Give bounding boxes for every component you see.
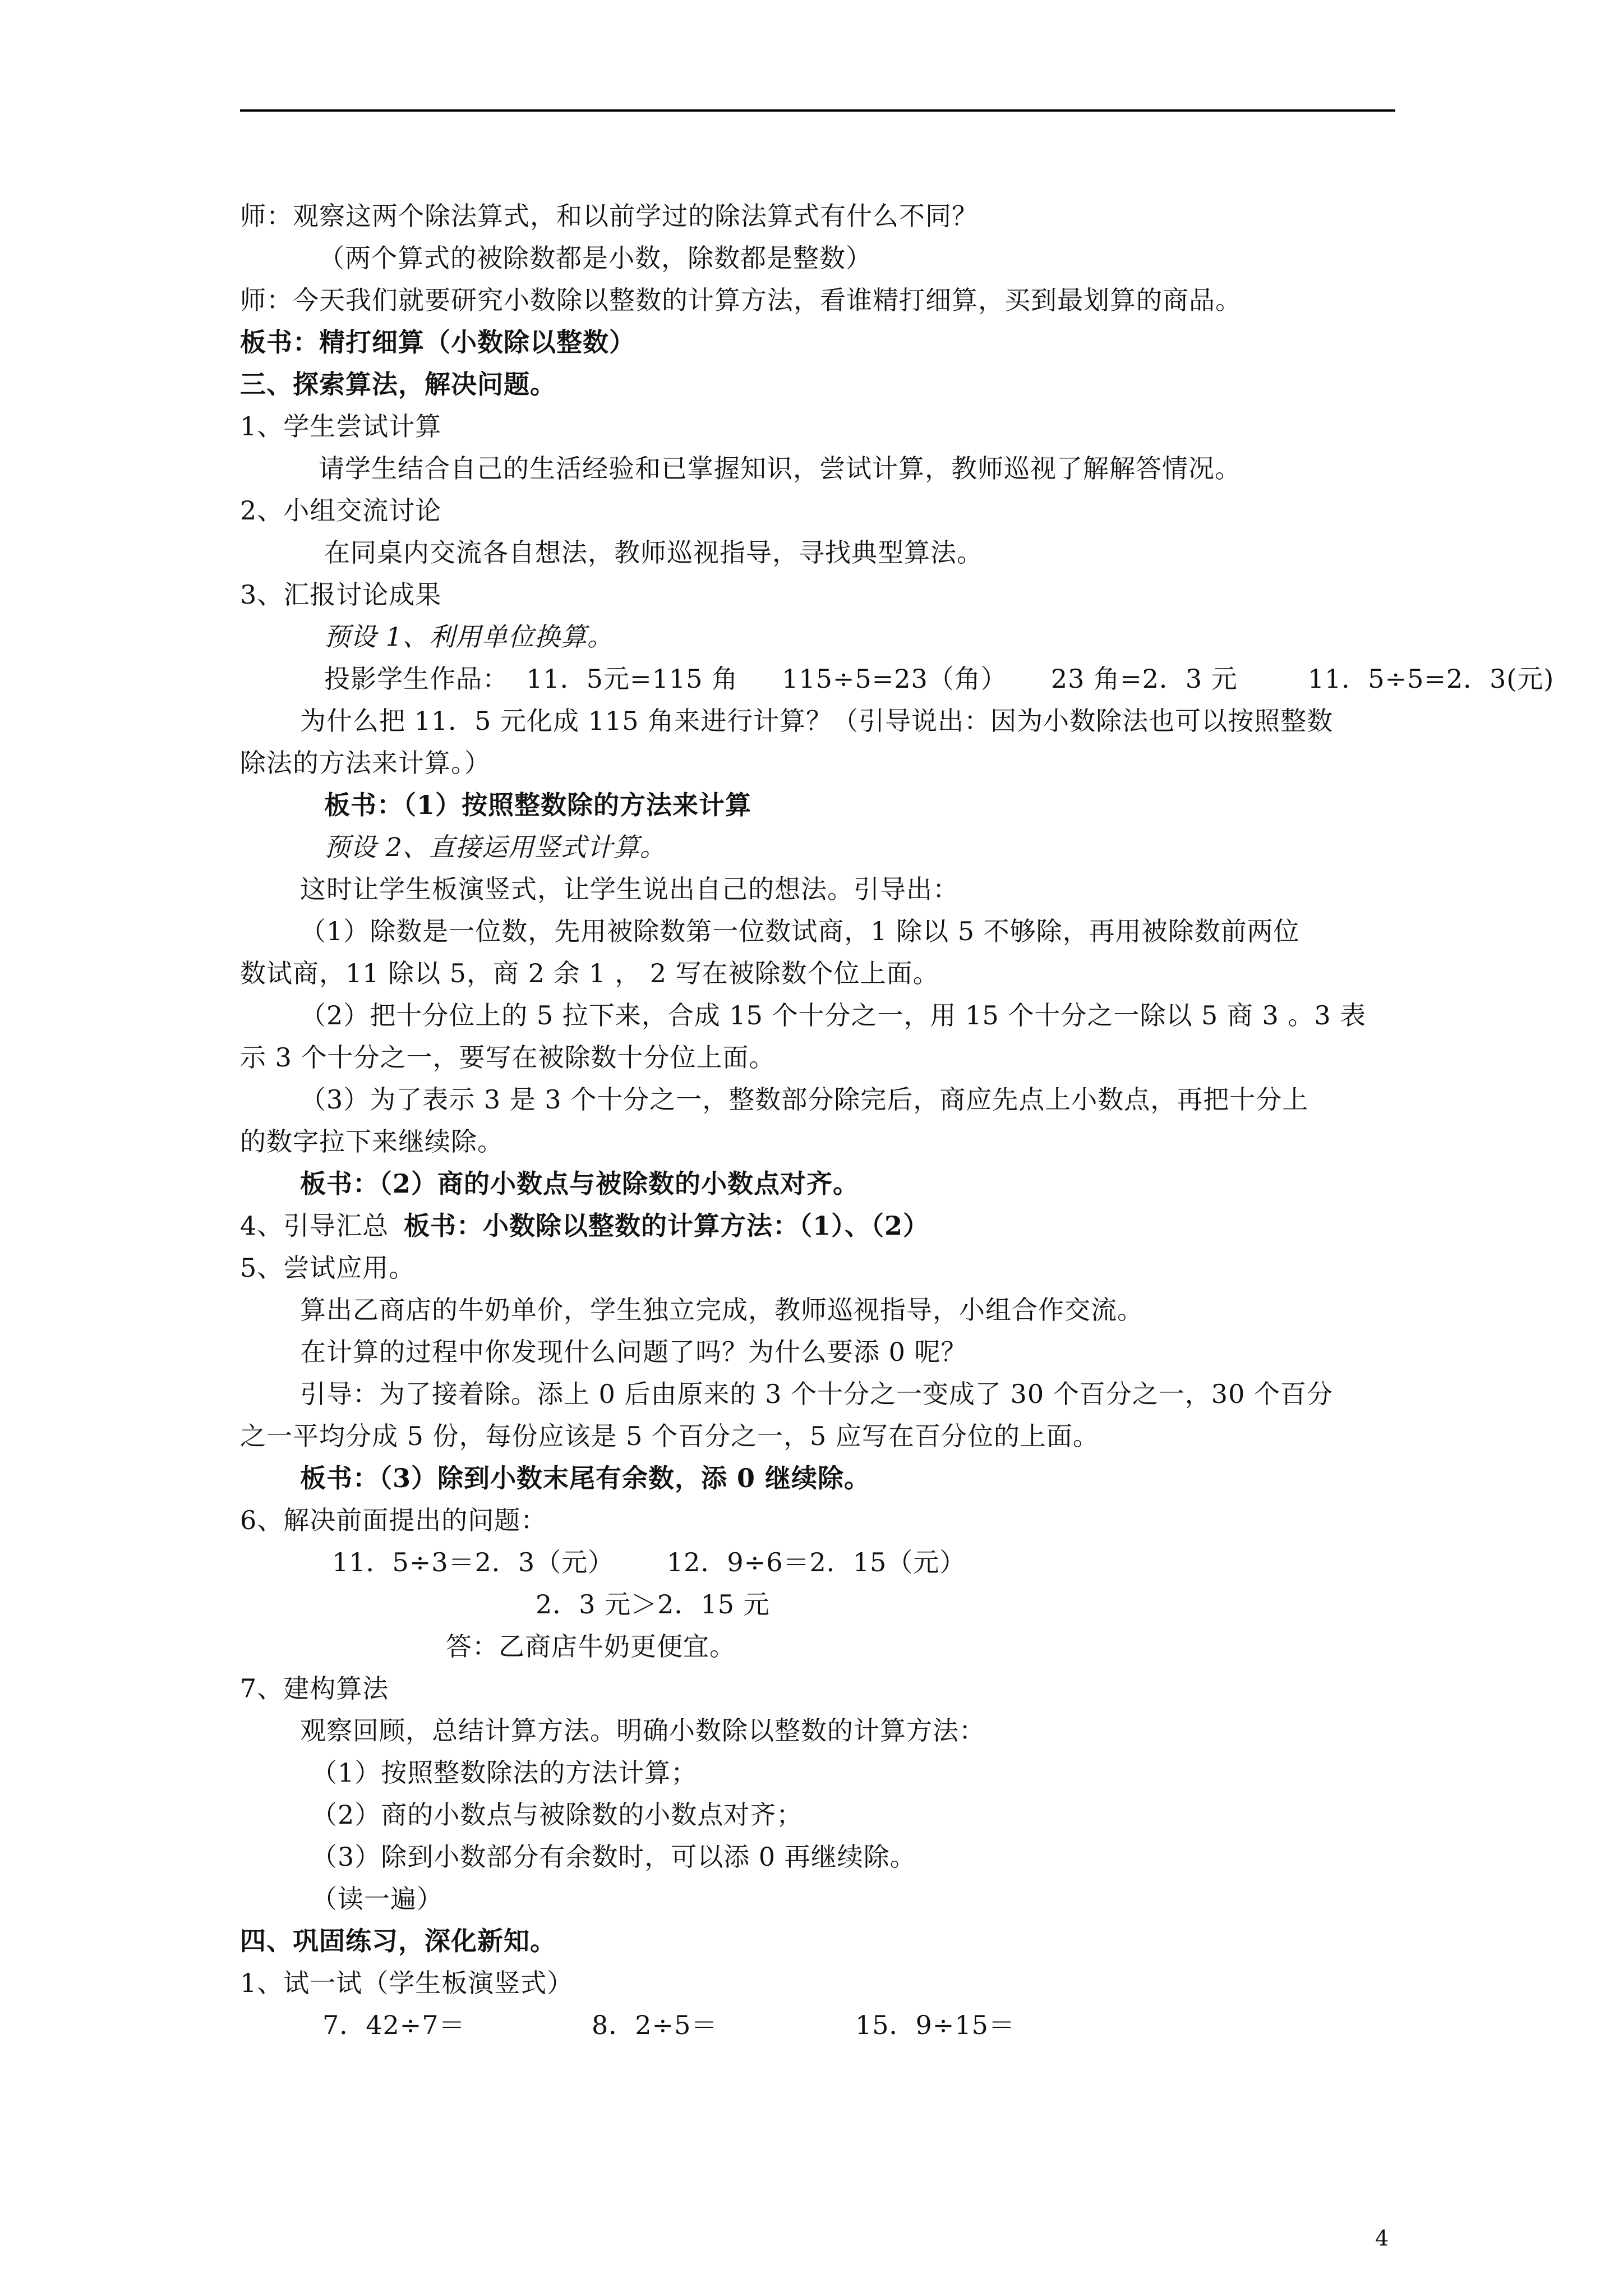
board-note: 板书：（3）除到小数末尾有余数，添 0 继续除。 xyxy=(300,1463,871,1493)
rule-item: （2）商的小数点与被除数的小数点对齐； xyxy=(311,1800,803,1830)
text-line: （2）把十分位上的 5 拉下来，合成 15 个十分之一，用 15 个十分之一除以 5 商 3 。3 表 xyxy=(300,1000,1367,1030)
text-line: 这时让学生板演竖式，让学生说出自己的想法。引导出： xyxy=(300,874,959,904)
step-heading: 3、汇报讨论成果 xyxy=(240,579,442,610)
board-note: 板书：精打细算（小数除以整数） xyxy=(240,327,635,357)
board-note: 板书：小数除以整数的计算方法：（1）、（2） xyxy=(404,1211,930,1241)
text-line: 投影学生作品： 11．5元=115 角 115÷5=23（角） 23 角=2．3 元 11．5÷5=2．3(元) xyxy=(324,664,1555,694)
text-line: 示 3 个十分之一，要写在被除数十分位上面。 xyxy=(240,1042,776,1073)
text-line: 为什么把 11．5 元化成 115 角来进行计算？（引导说出：因为小数除法也可以按照整数 xyxy=(300,706,1334,736)
step-heading: 6、解决前面提出的问题： xyxy=(240,1505,547,1535)
exercise-item: 15．9÷15＝ xyxy=(855,2010,1015,2040)
text-line: 之一平均分成 5 份，每份应该是 5 个百分之一，5 应写在百分位的上面。 xyxy=(240,1421,1099,1451)
rule-item: （3）除到小数部分有余数时，可以添 0 再继续除。 xyxy=(311,1842,916,1872)
text-line: 的数字拉下来继续除。 xyxy=(240,1126,504,1157)
preset-heading: 预设 1、利用单位换算。 xyxy=(324,622,614,652)
text-line: 在同桌内交流各自想法，教师巡视指导，寻找典型算法。 xyxy=(324,537,983,568)
text-line: 算出乙商店的牛奶单价，学生独立完成，教师巡视指导，小组合作交流。 xyxy=(300,1295,1144,1325)
text-line: 引导：为了接着除。添上 0 后由原来的 3 个十分之一变成了 30 个百分之一，30 个百分 xyxy=(300,1379,1333,1409)
step-heading: 1、试一试（学生板演竖式） xyxy=(240,1968,574,1998)
text-line: （两个算式的被除数都是小数，除数都是整数） xyxy=(319,243,872,273)
text-line: （读一遍） xyxy=(311,1884,443,1914)
board-note: 板书：（2）商的小数点与被除数的小数点对齐。 xyxy=(300,1168,860,1199)
text-line: （3）为了表示 3 是 3 个十分之一，整数部分除完后，商应先点上小数点，再把十分上 xyxy=(300,1084,1309,1115)
text-line: 除法的方法来计算。） xyxy=(240,748,491,778)
exercise-item: 7．42÷7＝ xyxy=(322,2010,465,2040)
step-heading: 1、学生尝试计算 xyxy=(240,411,442,441)
header-rule xyxy=(240,109,1395,112)
step-heading: 5、尝试应用。 xyxy=(240,1253,416,1283)
equation-line: 11．5÷3＝2．3（元） 12．9÷6＝2．15（元） xyxy=(332,1547,966,1577)
page-number: 4 xyxy=(1375,2226,1389,2251)
text-line: 师：今天我们就要研究小数除以整数的计算方法，看谁精打细算，买到最划算的商品。 xyxy=(240,285,1242,315)
text-line: 数试商，11 除以 5，商 2 余 1 ， 2 写在被除数个位上面。 xyxy=(240,958,939,988)
section-heading: 四、巩固练习，深化新知。 xyxy=(240,1926,556,1956)
step-heading: 4、引导汇总 xyxy=(240,1211,389,1241)
answer-line: 答：乙商店牛奶更便宜。 xyxy=(446,1631,736,1662)
text-line: 师：观察这两个除法算式，和以前学过的除法算式有什么不同？ xyxy=(240,201,978,231)
rule-item: （1）按照整数除法的方法计算； xyxy=(311,1757,698,1788)
board-note: 板书：（1）按照整数除的方法来计算 xyxy=(324,790,752,820)
section-heading: 三、探索算法，解决问题。 xyxy=(240,369,556,399)
text-line: 观察回顾，总结计算方法。明确小数除以整数的计算方法： xyxy=(300,1715,985,1746)
text-line: （1）除数是一位数，先用被除数第一位数试商，1 除以 5 不够除，再用被除数前两位 xyxy=(300,916,1300,946)
step-heading: 2、小组交流讨论 xyxy=(240,495,442,526)
step-heading: 7、建构算法 xyxy=(240,1673,389,1704)
exercise-item: 8．2÷5＝ xyxy=(592,2010,718,2040)
preset-heading: 预设 2、直接运用竖式计算。 xyxy=(324,832,666,862)
equation-line: 2．3 元＞2．15 元 xyxy=(536,1589,770,1619)
text-line: 在计算的过程中你发现什么问题了吗？为什么要添 0 呢？ xyxy=(300,1337,967,1367)
text-line: 请学生结合自己的生活经验和已掌握知识，尝试计算，教师巡视了解解答情况。 xyxy=(319,453,1241,484)
